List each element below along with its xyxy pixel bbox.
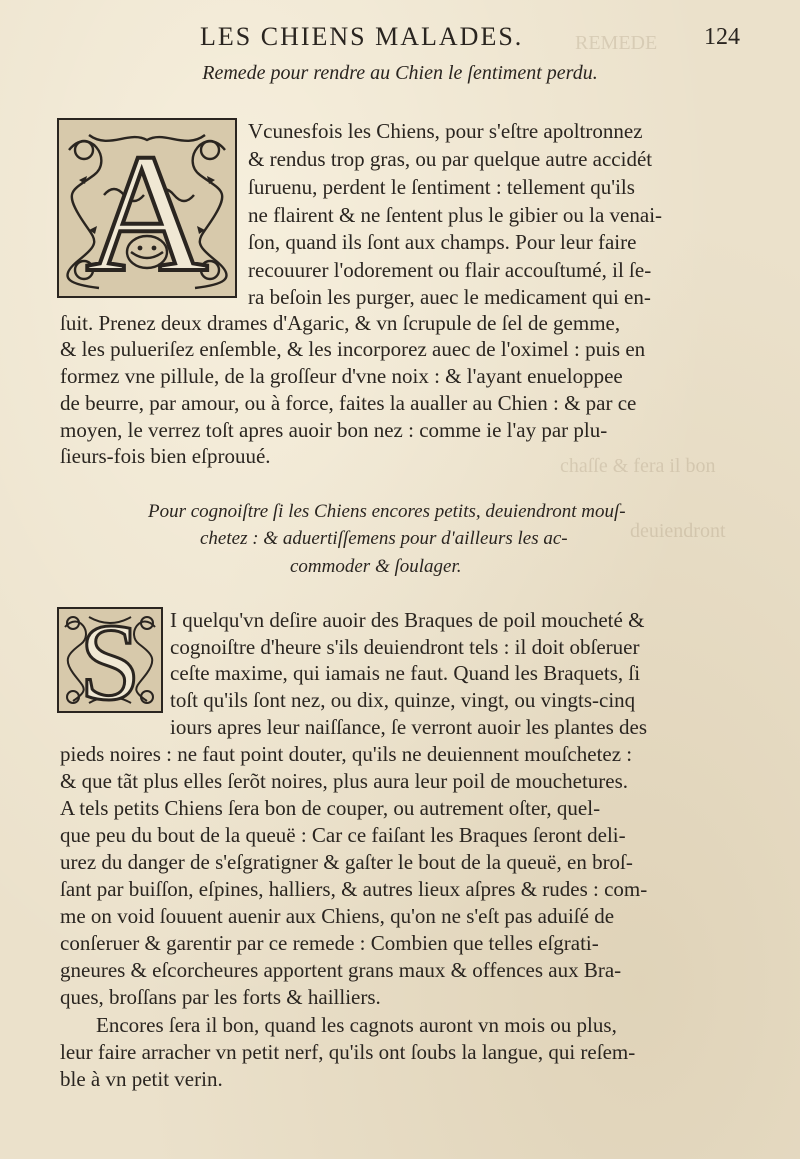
text-line: Vcunesfois les Chiens, pour s'eſtre apoltronnez bbox=[248, 119, 643, 143]
text-line: ble à vn petit verin. bbox=[60, 1067, 223, 1091]
section-title: Remede pour rendre au Chien le ſentiment perdu. bbox=[202, 62, 598, 84]
text-line: ne flairent & ne ſentent plus le gibier ou la venai- bbox=[248, 203, 663, 227]
dropcap-s-letter: S bbox=[79, 609, 141, 711]
text-line: I quelqu'vn deſire auoir des Braques de poil moucheté & bbox=[170, 608, 645, 632]
text-line: pieds noires : ne faut point douter, qu'ils ne deuiennent mouſchetez : bbox=[60, 742, 633, 766]
text-line: iours apres leur naiſſance, ſe verront auoir les plantes des bbox=[170, 715, 647, 739]
section-heading-line: Pour cognoiſtre ſi les Chiens encores petits, deuiendront mouſ- bbox=[148, 501, 626, 522]
text-line: Encores ſera il bon, quand les cagnots auront vn mois ou plus, bbox=[96, 1013, 617, 1037]
text-line: urez du danger de s'eſgratigner & gaſter le bout de la queuë, en broſ- bbox=[60, 850, 633, 874]
text-line: ra beſoin les purger, auec le medicament qui en- bbox=[248, 285, 651, 309]
text-line: ceſte maxime, qui iamais ne faut. Quand les Braquets, ſi bbox=[170, 661, 641, 685]
section-heading-line: commoder & ſoulager. bbox=[290, 556, 462, 577]
text-line: & que tãt plus elles ſerõt noires, plus aura leur poil de mouchetures. bbox=[60, 769, 629, 793]
text-line: moyen, le verrez toſt apres auoir bon nez : comme ie l'ay par plu- bbox=[60, 418, 608, 442]
dropcap-a-letter: A bbox=[85, 120, 209, 296]
dropcap-s-icon bbox=[59, 609, 161, 711]
text-line: ſuruenu, perdent le ſentiment : tellement qu'ils bbox=[248, 175, 635, 199]
text-line: A tels petits Chiens ſera bon de couper, ou autrement oſter, quel- bbox=[60, 796, 601, 820]
text-line: ques, broſſans par les forts & hailliers. bbox=[60, 985, 381, 1009]
show-through-text: REMEDE bbox=[575, 32, 658, 54]
text-line: me on void ſouuent auenir aux Chiens, qu'on ne s'eſt pas aduiſé de bbox=[60, 904, 615, 928]
page-header bbox=[60, 22, 740, 56]
text-line: ſant par buiſſon, eſpines, halliers, & autres lieux aſpres & rudes : com- bbox=[60, 877, 648, 901]
text-line: que peu du bout de la queuë : Car ce faiſant les Braques ſeront deli- bbox=[60, 823, 626, 847]
text-line: conſeruer & garentir par ce remede : Combien que telles eſgrati- bbox=[60, 931, 599, 955]
text-line: toſt qu'ils ſont nez, ou dix, quinze, vingt, ou vingts-cinq bbox=[170, 688, 636, 712]
section-heading-line: chetez : & aduertiſſemens pour d'ailleurs les ac- bbox=[200, 528, 568, 549]
text-line: formez vne pillule, de la groſſeur d'vne noix : & l'ayant enueloppee bbox=[60, 364, 623, 388]
dropcap-a-icon bbox=[59, 120, 235, 296]
text-line: de beurre, par amour, ou à force, faites la aualler au Chien : & par ce bbox=[60, 391, 637, 415]
text-line: & rendus trop gras, ou par quelque autre accidét bbox=[248, 147, 653, 171]
show-through-text: deuiendront bbox=[630, 520, 726, 542]
show-through-text: chaſſe & fera il bon bbox=[560, 455, 716, 477]
text-line: ſieurs-fois bien eſprouué. bbox=[60, 444, 271, 468]
text-line: ſon, quand ils ſont aux champs. Pour leur faire bbox=[248, 230, 637, 254]
running-head: LES CHIENS MALADES. bbox=[200, 22, 524, 51]
dropcap-s-ornament bbox=[57, 607, 163, 713]
text-line: ſuit. Prenez deux drames d'Agaric, & vn ſcrupule de ſel de gemme, bbox=[60, 311, 621, 335]
text-line: gneures & eſcorcheures apportent grans maux & offences aux Bra- bbox=[60, 958, 622, 982]
text-line: & les pulueriſez enſemble, & les incorporez auec de l'oximel : puis en bbox=[60, 337, 646, 361]
text-line: recouurer l'odorement ou flair accouſtumé, il ſe- bbox=[248, 258, 652, 282]
dropcap-a-ornament bbox=[57, 118, 237, 298]
page-number: 124 bbox=[704, 24, 740, 50]
text-line: leur faire arracher vn petit nerf, qu'ils ont ſoubs la langue, qui reſem- bbox=[60, 1040, 636, 1064]
text-line: cognoiſtre d'heure s'ils deuiendront tels : il doit obſeruer bbox=[170, 635, 640, 659]
